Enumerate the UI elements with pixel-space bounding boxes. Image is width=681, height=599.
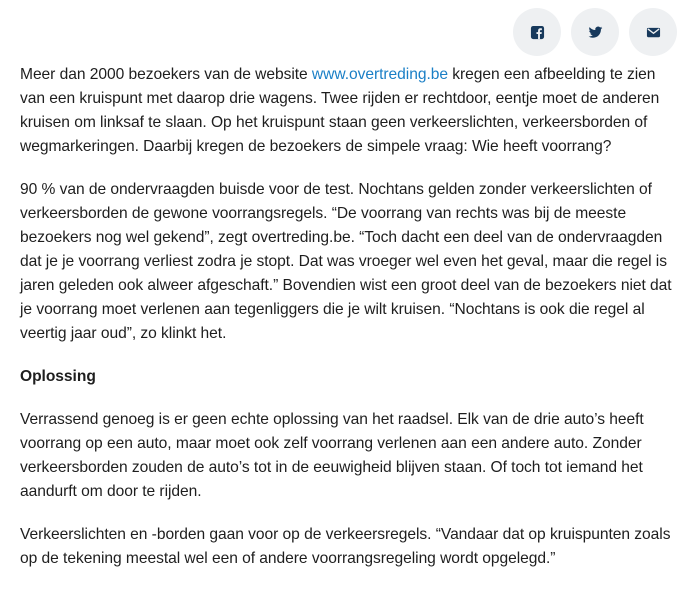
paragraph-solution: Verrassend genoeg is er geen echte oplossing van het raadsel. Elk van de drie auto’s heeft voorrang op een auto, maar moet ook zelf voorrang verlenen aan een andere auto. Zonder verkeersborden zouden de auto’s tot in de eeuwigheid blijven staan. Of toch tot iemand het aandurft om door te rijden. [20,411,644,500]
article-body [20,63,680,590]
intro-text-end: kregen een afbeelding te zien van een kruispunt met daarop drie wagens. Twee rijden er rechtdoor, eentje moet de anderen kruisen om linksaf te slaan. Op het kruispunt staan geen verkeerslichten, verkeersborden of wegmarkeringen. Daarbij kregen de bezoekers de simpele vraag: Wie heeft voorrang? [20,66,660,155]
share-email-button[interactable] [629,8,677,56]
share-twitter-button[interactable] [571,8,619,56]
paragraph-intro [20,63,680,159]
section-heading: Oplossing [20,368,96,385]
mail-icon [646,25,661,40]
share-bar [513,8,677,56]
intro-text-start: Meer dan 2000 bezoekers van de website [20,66,312,83]
share-facebook-button[interactable] [513,8,561,56]
overtreding-link[interactable]: www.overtreding.be [311,66,448,83]
facebook-icon [530,25,545,40]
paragraph-conclusion: Verkeerslichten en -borden gaan voor op de verkeersregels. “Vandaar dat op kruispunten zoals op de tekening meestal wel een of andere voorrangsregeling wordt opgelegd.” [20,526,671,567]
paragraph-results: 90 % van de ondervraagden buisde voor de test. Nochtans gelden zonder verkeerslichten of verkeersborden de gewone voorrangsregels. “De voorrang van rechts was bij de meeste bezoekers nog wel gekend”, zegt overtreding.be. “Toch dacht een deel van de ondervraagden dat je je voorrang verliest zodra je stopt. Dat was vroeger wel even het geval, maar die regel is jaren geleden ook alweer afgeschaft.” Bovendien wist een groot deel van de bezoekers niet dat je voorrang moet verlenen aan tegenliggers die je wilt kruisen. “Nochtans is ook die regel al veertig jaar oud”, zo klinkt het. [20,181,672,342]
twitter-icon [588,25,603,40]
